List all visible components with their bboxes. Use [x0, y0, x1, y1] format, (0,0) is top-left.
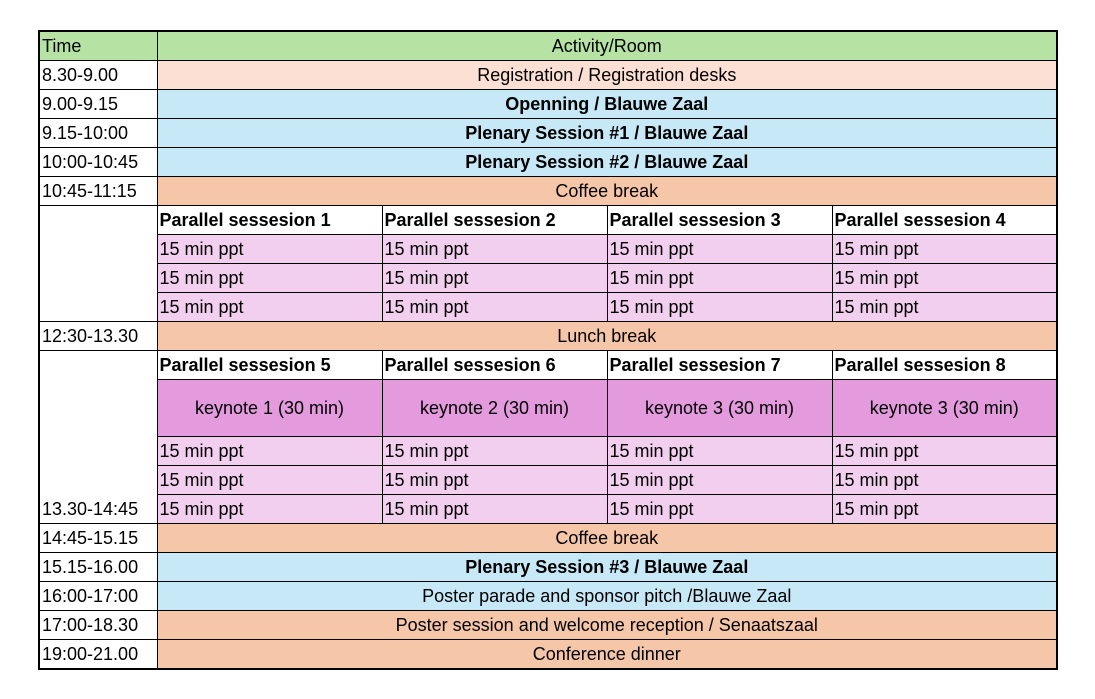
ppt-cell: 15 min ppt [607, 264, 832, 293]
morning-ppt-row [39, 235, 1057, 264]
parallel-session-title: Parallel sessesion 2 [382, 206, 607, 235]
ppt-cell: 15 min ppt [382, 235, 607, 264]
time-cell: 15.15-16.00 [39, 553, 157, 582]
parallel-session-title: Parallel sessesion 8 [832, 351, 1057, 380]
activity-cell: Coffee break [157, 177, 1057, 206]
ppt-cell: 15 min ppt [607, 495, 832, 524]
header-activity: Activity/Room [157, 31, 1057, 61]
row-coffee-2 [39, 524, 1057, 553]
activity-cell: Plenary Session #2 / Blauwe Zaal [157, 148, 1057, 177]
activity-cell: Lunch break [157, 322, 1057, 351]
parallel-session-title: Parallel sessesion 6 [382, 351, 607, 380]
time-cell: 17:00-18.30 [39, 611, 157, 640]
header-row [39, 31, 1057, 61]
afternoon-parallel-header-row [39, 351, 1057, 380]
activity-cell: Poster session and welcome reception / Senaatszaal [157, 611, 1057, 640]
time-cell: 10:00-10:45 [39, 148, 157, 177]
activity-cell: Poster parade and sponsor pitch /Blauwe Zaal [157, 582, 1057, 611]
ppt-cell: 15 min ppt [832, 235, 1057, 264]
parallel-session-title: Parallel sessesion 1 [157, 206, 382, 235]
time-cell: 9.00-9.15 [39, 90, 157, 119]
ppt-cell: 15 min ppt [832, 293, 1057, 322]
ppt-cell: 15 min ppt [157, 495, 382, 524]
keynote-cell: keynote 2 (30 min) [382, 380, 607, 437]
time-cell: 9.15-10:00 [39, 119, 157, 148]
ppt-cell: 15 min ppt [157, 437, 382, 466]
afternoon-ppt-row [39, 495, 1057, 524]
row-lunch [39, 322, 1057, 351]
ppt-cell: 15 min ppt [832, 437, 1057, 466]
ppt-cell: 15 min ppt [607, 466, 832, 495]
time-cell: 13.30-14:45 [39, 351, 157, 524]
ppt-cell: 15 min ppt [157, 466, 382, 495]
row-poster-parade [39, 582, 1057, 611]
parallel-session-title: Parallel sessesion 5 [157, 351, 382, 380]
ppt-cell: 15 min ppt [157, 293, 382, 322]
keynote-cell: keynote 3 (30 min) [607, 380, 832, 437]
ppt-cell: 15 min ppt [382, 437, 607, 466]
parallel-session-title: Parallel sessesion 3 [607, 206, 832, 235]
activity-cell: Openning / Blauwe Zaal [157, 90, 1057, 119]
ppt-cell: 15 min ppt [832, 264, 1057, 293]
row-poster-session [39, 611, 1057, 640]
activity-cell: Plenary Session #3 / Blauwe Zaal [157, 553, 1057, 582]
time-cell: 19:00-21.00 [39, 640, 157, 670]
parallel-session-title: Parallel sessesion 4 [832, 206, 1057, 235]
row-plenary-1 [39, 119, 1057, 148]
row-opening [39, 90, 1057, 119]
afternoon-ppt-row [39, 466, 1057, 495]
ppt-cell: 15 min ppt [607, 293, 832, 322]
time-cell: 10:45-11:15 [39, 177, 157, 206]
schedule-table [38, 30, 1058, 670]
morning-ppt-row [39, 293, 1057, 322]
activity-cell: Plenary Session #1 / Blauwe Zaal [157, 119, 1057, 148]
time-cell-empty [39, 206, 157, 322]
row-dinner [39, 640, 1057, 670]
time-cell: 8.30-9.00 [39, 61, 157, 90]
ppt-cell: 15 min ppt [832, 495, 1057, 524]
time-cell: 12:30-13.30 [39, 322, 157, 351]
ppt-cell: 15 min ppt [157, 235, 382, 264]
activity-cell: Registration / Registration desks [157, 61, 1057, 90]
ppt-cell: 15 min ppt [382, 293, 607, 322]
ppt-cell: 15 min ppt [607, 437, 832, 466]
ppt-cell: 15 min ppt [607, 235, 832, 264]
keynote-cell: keynote 3 (30 min) [832, 380, 1057, 437]
row-plenary-3 [39, 553, 1057, 582]
ppt-cell: 15 min ppt [382, 495, 607, 524]
ppt-cell: 15 min ppt [832, 466, 1057, 495]
time-cell: 14:45-15.15 [39, 524, 157, 553]
morning-ppt-row [39, 264, 1057, 293]
parallel-session-title: Parallel sessesion 7 [607, 351, 832, 380]
activity-cell: Conference dinner [157, 640, 1057, 670]
morning-parallel-header-row [39, 206, 1057, 235]
row-coffee-1 [39, 177, 1057, 206]
ppt-cell: 15 min ppt [382, 466, 607, 495]
ppt-cell: 15 min ppt [382, 264, 607, 293]
header-time: Time [39, 31, 157, 61]
time-cell: 16:00-17:00 [39, 582, 157, 611]
row-registration [39, 61, 1057, 90]
keynote-row [39, 380, 1057, 437]
ppt-cell: 15 min ppt [157, 264, 382, 293]
row-plenary-2 [39, 148, 1057, 177]
activity-cell: Coffee break [157, 524, 1057, 553]
keynote-cell: keynote 1 (30 min) [157, 380, 382, 437]
afternoon-ppt-row [39, 437, 1057, 466]
